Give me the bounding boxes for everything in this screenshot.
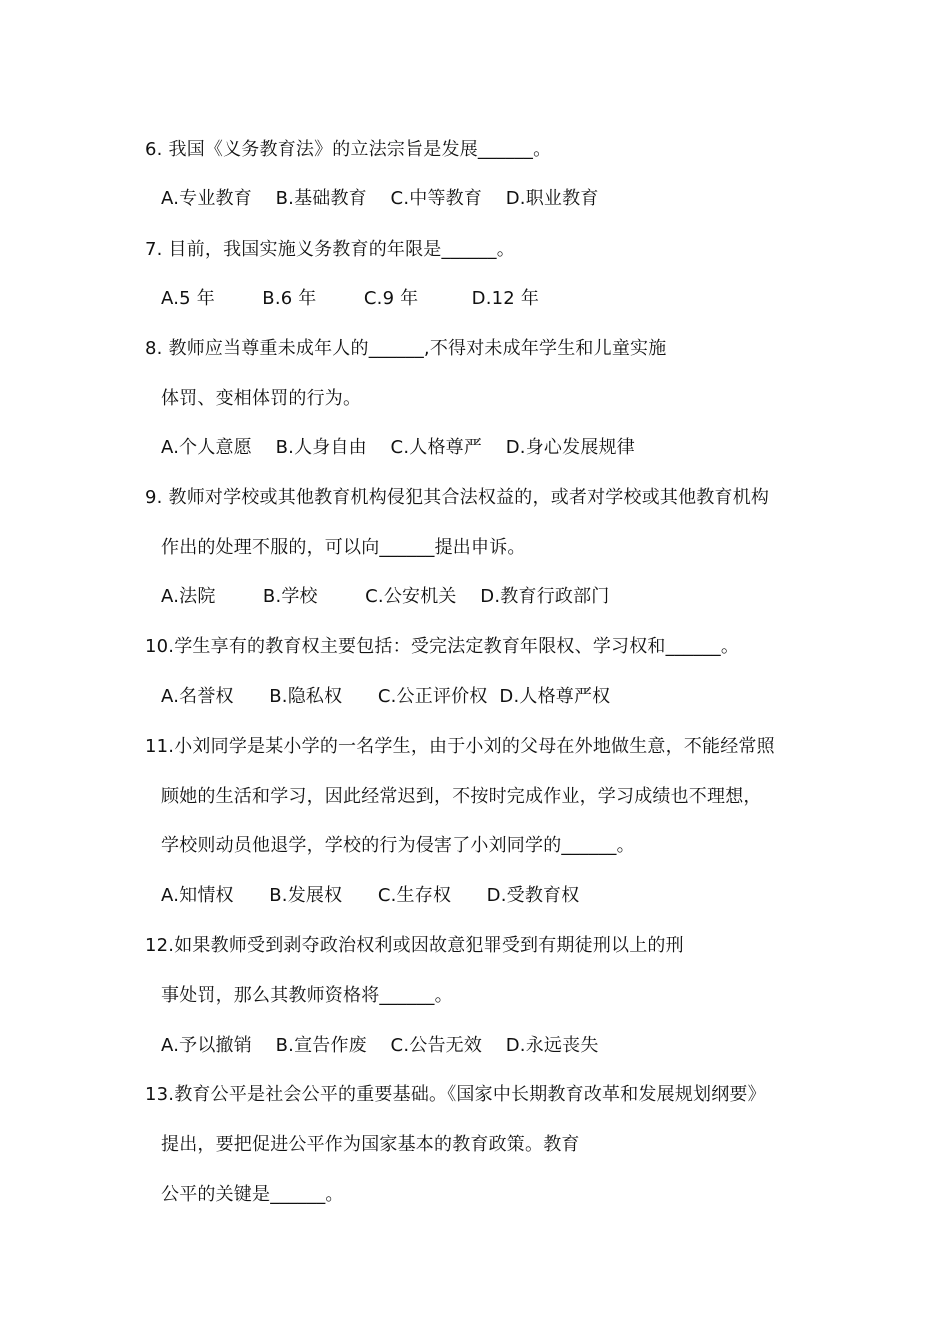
question-8-stem-continued: 体罚、变相体罚的行为。 xyxy=(161,388,362,409)
question-11-stem-continued-2: 学校则动员他退学，学校的行为侵害了小刘同学的______。 xyxy=(161,835,635,856)
question-12-stem-continued: 事处罚，那么其教师资格将______。 xyxy=(161,985,453,1006)
question-13-stem: 13.教育公平是社会公平的重要基础。《国家中长期教育改革和发展规划纲要》 xyxy=(145,1084,766,1105)
question-7-options: A.5 年 B.6 年 C.9 年 D.12 年 xyxy=(161,288,540,309)
question-11-stem: 11.小刘同学是某小学的一名学生，由于小刘的父母在外地做生意，不能经常照 xyxy=(145,736,775,757)
question-13-stem-continued-2: 公平的关键是______。 xyxy=(161,1184,344,1205)
question-9-stem-continued: 作出的处理不服的，可以向______提出申诉。 xyxy=(161,537,526,558)
question-9-stem: 9. 教师对学校或其他教育机构侵犯其合法权益的，或者对学校或其他教育机构 xyxy=(145,487,770,508)
question-8-options: A.个人意愿 B.人身自由 C.人格尊严 D.身心发展规律 xyxy=(161,437,635,458)
question-6-stem: 6. 我国《义务教育法》的立法宗旨是发展______。 xyxy=(145,139,552,160)
question-11-stem-continued: 顾她的生活和学习，因此经常迟到，不按时完成作业，学习成绩也不理想， xyxy=(161,786,762,807)
question-13-stem-continued: 提出，要把促进公平作为国家基本的教育政策。教育 xyxy=(161,1134,580,1155)
question-10-stem: 10.学生享有的教育权主要包括：受完法定教育年限权、学习权和______。 xyxy=(145,636,740,657)
question-12-options: A.予以撤销 B.宣告作废 C.公告无效 D.永远丧失 xyxy=(161,1035,599,1056)
question-11-options: A.知情权 B.发展权 C.生存权 D.受教育权 xyxy=(161,885,580,906)
question-9-options: A.法院 B.学校 C.公安机关 D.教育行政部门 xyxy=(161,586,610,607)
question-12-stem: 12.如果教师受到剥夺政治权利或因故意犯罪受到有期徒刑以上的刑 xyxy=(145,935,684,956)
question-6-options: A.专业教育 B.基础教育 C.中等教育 D.职业教育 xyxy=(161,188,599,209)
question-8-stem: 8. 教师应当尊重未成年人的______,不得对未成年学生和儿童实施 xyxy=(145,338,667,359)
question-7-stem: 7. 目前，我国实施义务教育的年限是______。 xyxy=(145,239,515,260)
question-10-options: A.名誉权 B.隐私权 C.公正评价权 D.人格尊严权 xyxy=(161,686,611,707)
